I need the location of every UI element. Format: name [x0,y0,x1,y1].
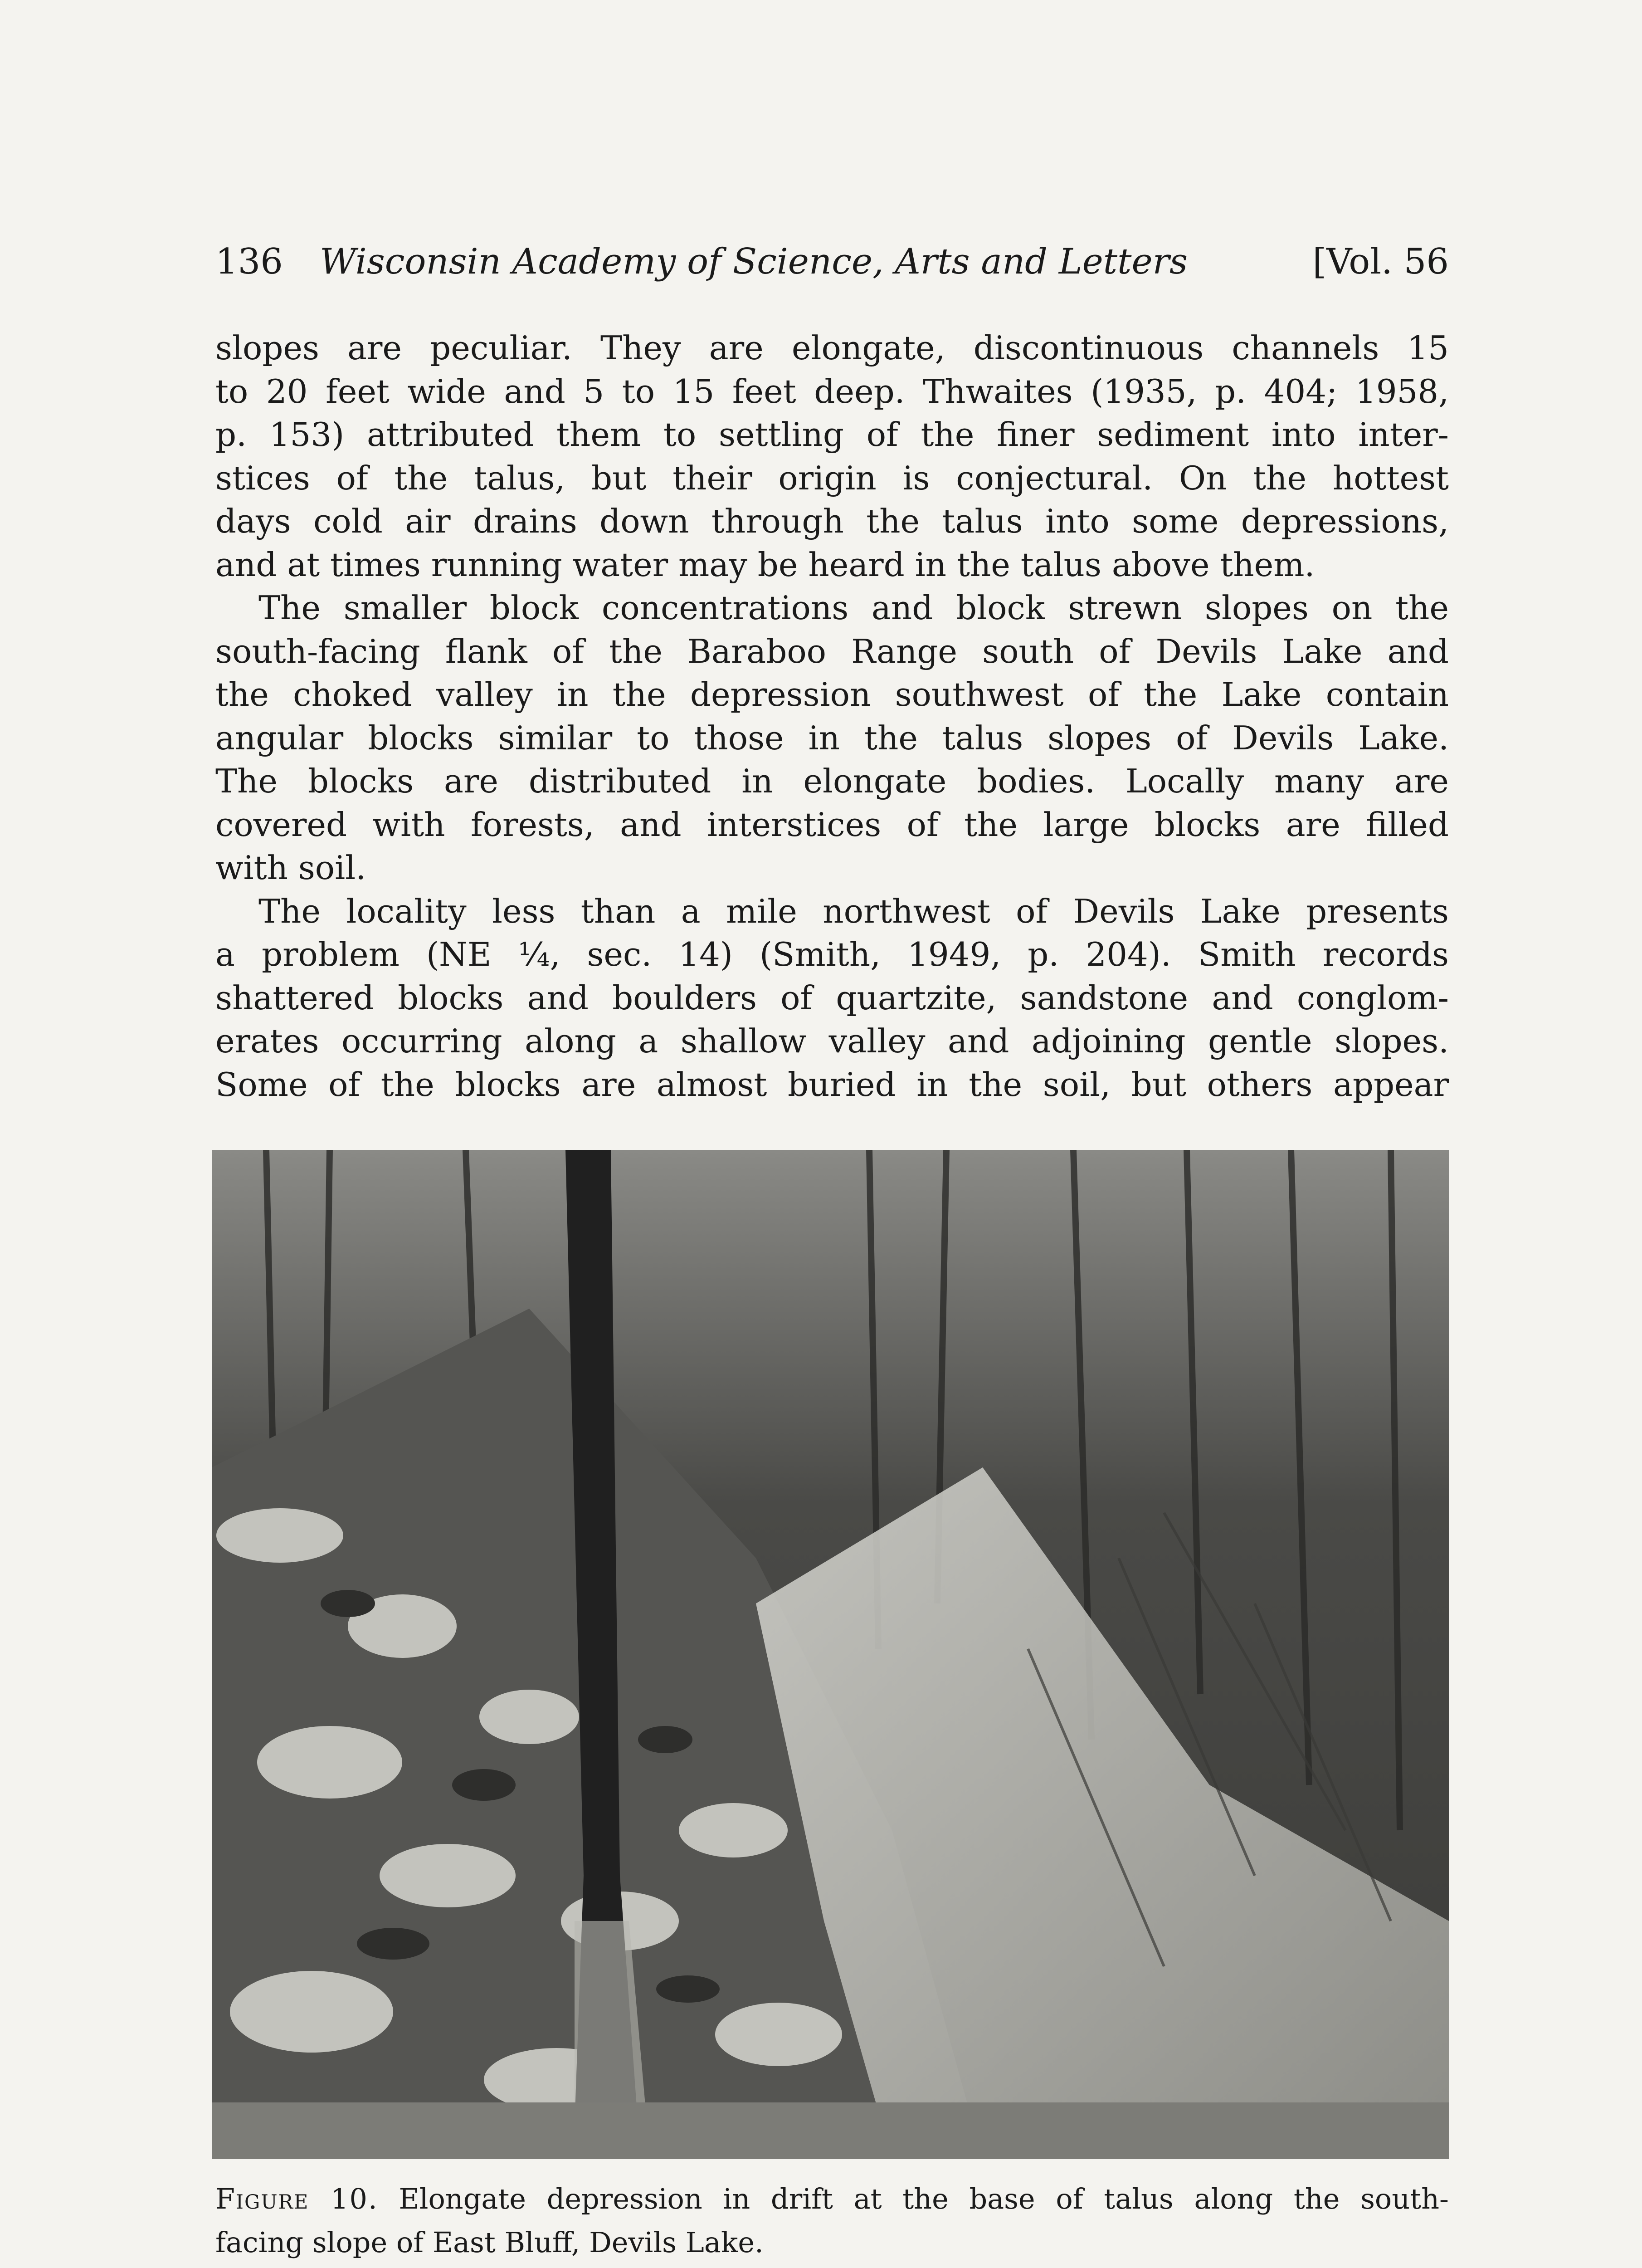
figure-caption [215,2180,1449,2262]
caption-text-1: Elongate depression in drift at the base of talus along the south- [399,2182,1449,2215]
page-number: 136 [215,241,283,282]
figure-label: Figure 10. [215,2182,378,2215]
text-line: with soil. [215,849,366,887]
text-line: slopes are peculiar. They are elongate, discontinuous channels 15 [215,329,1449,367]
body-text [215,327,1449,1106]
running-head [215,237,1449,287]
caption-line-1 [215,2180,1449,2223]
text-line: and at times running water may be heard in the talus above them. [215,545,1315,584]
caption-line-2: facing slope of East Bluff, Devils Lake. [215,2225,764,2259]
text-line: the choked valley in the depression southwest of the Lake contain [215,675,1449,714]
text-line: Some of the blocks are almost buried in the soil, but others appear [215,1065,1449,1104]
text-line: angular blocks similar to those in the talus slopes of Devils Lake. [215,719,1449,757]
text-line: The blocks are distributed in elongate bodies. Locally many are [215,762,1449,800]
text-line: days cold air drains down through the talus into some depressions, [215,502,1449,540]
journal-title: Wisconsin Academy of Science, Arts and Letters [320,241,1188,282]
figure-photo-talus-forest [212,1150,1449,2159]
photo-illustration [212,1150,1449,2159]
volume-number: [Vol. 56 [1312,241,1449,282]
text-line: stices of the talus, but their origin is conjectural. On the hottest [215,459,1449,497]
text-line: The locality less than a mile northwest of Devils Lake presents [258,892,1449,930]
text-line: south-facing flank of the Baraboo Range south of Devils Lake and [215,632,1449,670]
text-line: to 20 feet wide and 5 to 15 feet deep. Thwaites (1935, p. 404; 1958, [215,372,1449,411]
text-line: p. 153) attributed them to settling of the finer sediment into inter- [215,415,1449,454]
text-line: The smaller block concentrations and block strewn slopes on the [258,589,1449,627]
text-line: erates occurring along a shallow valley and adjoining gentle slopes. [215,1022,1449,1060]
text-line: covered with forests, and interstices of the large blocks are filled [215,805,1449,844]
text-line: shattered blocks and boulders of quartzite, sandstone and conglom- [215,978,1449,1017]
text-line: a problem (NE ¼, sec. 14) (Smith, 1949, p. 204). Smith records [215,935,1449,973]
